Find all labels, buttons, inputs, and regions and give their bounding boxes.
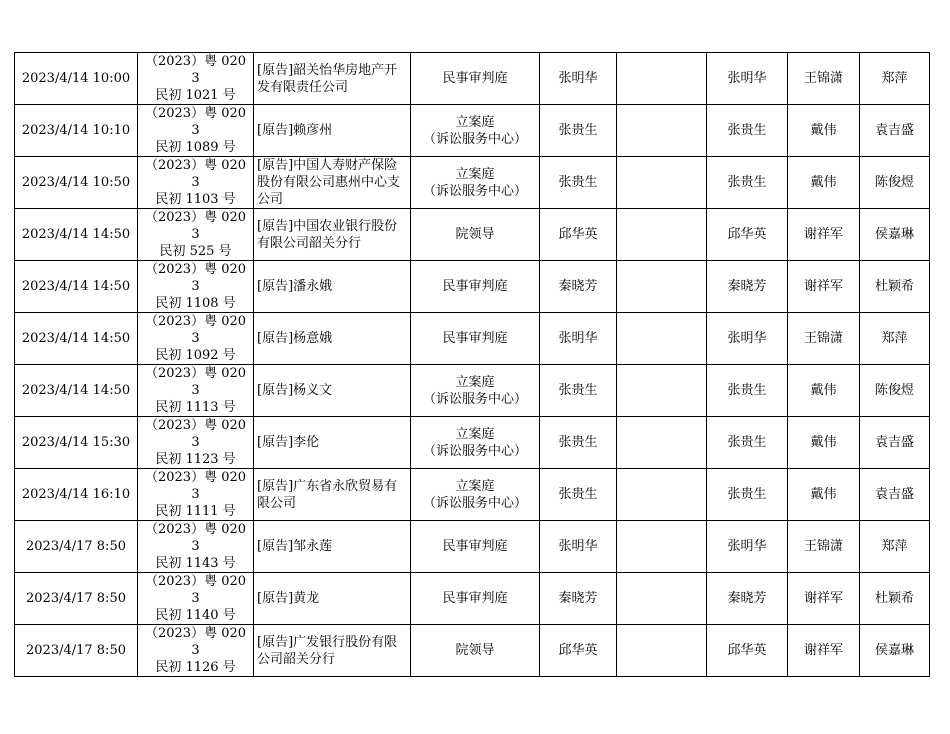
hearing-schedule-table — [14, 52, 930, 677]
case-number-cell — [138, 105, 254, 157]
table-row — [15, 573, 930, 625]
empty-cell — [617, 365, 707, 417]
table-row — [15, 417, 930, 469]
case-number-line: 民初 1126 号 — [155, 660, 236, 675]
case-number-line: 民初 1143 号 — [155, 556, 236, 571]
case-number-line: 民初 1092 号 — [155, 348, 236, 363]
table-row — [15, 53, 930, 105]
empty-cell — [617, 157, 707, 209]
judge-cell: 秦晓芳 — [540, 573, 617, 625]
case-number-line: （2023）粤 0203 — [144, 574, 247, 606]
department-cell — [411, 261, 540, 313]
empty-cell — [617, 313, 707, 365]
empty-cell — [617, 209, 707, 261]
department-line: 立案庭 — [455, 166, 495, 182]
case-number-cell — [138, 365, 254, 417]
empty-cell — [617, 261, 707, 313]
hearing-time-cell: 2023/4/17 8:50 — [15, 625, 138, 677]
panel-member-cell: 谢祥军 — [788, 625, 860, 677]
party-cell: [原告]邹永莲 — [254, 521, 411, 573]
case-number-line: （2023）粤 0203 — [144, 106, 247, 138]
panel-member-cell: 戴伟 — [788, 417, 860, 469]
case-number-line: 民初 1140 号 — [155, 608, 236, 623]
department-cell — [411, 365, 540, 417]
department-cell — [411, 573, 540, 625]
case-number-line: （2023）粤 0203 — [144, 158, 247, 190]
department-line: 民事审判庭 — [442, 71, 508, 86]
case-number-cell — [138, 573, 254, 625]
panel-member-cell: 谢祥军 — [788, 261, 860, 313]
presiding-judge-cell: 张贵生 — [707, 469, 788, 521]
case-number-line: 民初 1108 号 — [155, 296, 236, 311]
clerk-cell: 郑萍 — [860, 521, 930, 573]
panel-member-cell: 谢祥军 — [788, 209, 860, 261]
case-number-line: 民初 1113 号 — [155, 400, 236, 415]
case-number-cell — [138, 261, 254, 313]
department-cell — [411, 53, 540, 105]
case-number-cell — [138, 53, 254, 105]
case-number-cell — [138, 313, 254, 365]
hearing-time-cell: 2023/4/14 10:50 — [15, 157, 138, 209]
department-line: 立案庭 — [455, 374, 495, 390]
table-row — [15, 157, 930, 209]
case-number-line: 民初 1123 号 — [155, 452, 236, 467]
empty-cell — [617, 573, 707, 625]
party-cell: [原告]杨意娥 — [254, 313, 411, 365]
hearing-time-cell: 2023/4/17 8:50 — [15, 521, 138, 573]
department-line: 民事审判庭 — [442, 591, 508, 606]
department-line: 立案庭 — [455, 114, 495, 130]
party-cell: [原告]潘永娥 — [254, 261, 411, 313]
clerk-cell: 杜颖希 — [860, 573, 930, 625]
presiding-judge-cell: 张明华 — [707, 53, 788, 105]
case-number-cell — [138, 417, 254, 469]
hearing-time-cell: 2023/4/14 14:50 — [15, 365, 138, 417]
clerk-cell: 袁吉盛 — [860, 105, 930, 157]
hearing-time-cell: 2023/4/14 10:10 — [15, 105, 138, 157]
hearing-time-cell: 2023/4/14 14:50 — [15, 209, 138, 261]
presiding-judge-cell: 张贵生 — [707, 157, 788, 209]
department-line: 民事审判庭 — [442, 331, 508, 346]
case-number-cell — [138, 521, 254, 573]
presiding-judge-cell: 秦晓芳 — [707, 573, 788, 625]
department-cell — [411, 209, 540, 261]
judge-cell: 张明华 — [540, 53, 617, 105]
case-number-cell — [138, 625, 254, 677]
clerk-cell: 侯嘉琳 — [860, 625, 930, 677]
department-line: （诉讼服务中心） — [422, 443, 527, 459]
table-row — [15, 469, 930, 521]
judge-cell: 张明华 — [540, 313, 617, 365]
case-number-line: （2023）粤 0203 — [144, 626, 247, 658]
party-cell: [原告]广东省永欣贸易有限公司 — [254, 469, 411, 521]
panel-member-cell: 戴伟 — [788, 105, 860, 157]
hearing-time-cell: 2023/4/17 8:50 — [15, 573, 138, 625]
presiding-judge-cell: 秦晓芳 — [707, 261, 788, 313]
department-cell — [411, 313, 540, 365]
presiding-judge-cell: 张贵生 — [707, 365, 788, 417]
judge-cell: 邱华英 — [540, 625, 617, 677]
judge-cell: 秦晓芳 — [540, 261, 617, 313]
judge-cell: 张贵生 — [540, 469, 617, 521]
table-row — [15, 365, 930, 417]
clerk-cell: 郑萍 — [860, 53, 930, 105]
department-cell — [411, 417, 540, 469]
empty-cell — [617, 625, 707, 677]
party-cell: [原告]中国农业银行股份有限公司韶关分行 — [254, 209, 411, 261]
hearing-time-cell: 2023/4/14 15:30 — [15, 417, 138, 469]
case-number-cell — [138, 157, 254, 209]
empty-cell — [617, 417, 707, 469]
table-row — [15, 105, 930, 157]
department-cell — [411, 157, 540, 209]
department-line: 民事审判庭 — [442, 539, 508, 554]
clerk-cell: 陈俊煜 — [860, 365, 930, 417]
clerk-cell: 袁吉盛 — [860, 417, 930, 469]
case-number-line: （2023）粤 0203 — [144, 210, 247, 242]
department-line: （诉讼服务中心） — [422, 183, 527, 199]
party-cell: [原告]中国人寿财产保险股份有限公司惠州中心支公司 — [254, 157, 411, 209]
case-number-line: （2023）粤 0203 — [144, 262, 247, 294]
panel-member-cell: 王锦潇 — [788, 53, 860, 105]
case-number-line: 民初 1089 号 — [155, 140, 236, 155]
party-cell: [原告]李伦 — [254, 417, 411, 469]
judge-cell: 张贵生 — [540, 157, 617, 209]
department-line: （诉讼服务中心） — [422, 131, 527, 147]
judge-cell: 张贵生 — [540, 365, 617, 417]
case-number-line: 民初 1021 号 — [155, 88, 236, 103]
case-number-line: 民初 525 号 — [159, 244, 232, 259]
case-number-line: （2023）粤 0203 — [144, 314, 247, 346]
case-number-line: 民初 1103 号 — [155, 192, 236, 207]
empty-cell — [617, 53, 707, 105]
empty-cell — [617, 521, 707, 573]
case-number-line: （2023）粤 0203 — [144, 366, 247, 398]
department-cell — [411, 469, 540, 521]
case-number-line: （2023）粤 0203 — [144, 54, 247, 86]
table-row — [15, 209, 930, 261]
party-cell: [原告]韶关怡华房地产开发有限责任公司 — [254, 53, 411, 105]
hearing-time-cell: 2023/4/14 14:50 — [15, 313, 138, 365]
judge-cell: 张明华 — [540, 521, 617, 573]
case-number-line: 民初 1111 号 — [155, 504, 236, 519]
clerk-cell: 杜颖希 — [860, 261, 930, 313]
table-row — [15, 261, 930, 313]
hearing-time-cell: 2023/4/14 10:00 — [15, 53, 138, 105]
case-number-line: （2023）粤 0203 — [144, 522, 247, 554]
presiding-judge-cell: 张贵生 — [707, 105, 788, 157]
judge-cell: 张贵生 — [540, 417, 617, 469]
department-cell — [411, 105, 540, 157]
party-cell: [原告]赖彦州 — [254, 105, 411, 157]
clerk-cell: 陈俊煜 — [860, 157, 930, 209]
presiding-judge-cell: 张明华 — [707, 313, 788, 365]
clerk-cell: 侯嘉琳 — [860, 209, 930, 261]
hearing-time-cell: 2023/4/14 14:50 — [15, 261, 138, 313]
empty-cell — [617, 469, 707, 521]
panel-member-cell: 戴伟 — [788, 157, 860, 209]
presiding-judge-cell: 邱华英 — [707, 209, 788, 261]
panel-member-cell: 谢祥军 — [788, 573, 860, 625]
department-line: 院领导 — [455, 643, 495, 658]
presiding-judge-cell: 邱华英 — [707, 625, 788, 677]
presiding-judge-cell: 张明华 — [707, 521, 788, 573]
table-row — [15, 521, 930, 573]
clerk-cell: 袁吉盛 — [860, 469, 930, 521]
case-number-cell — [138, 469, 254, 521]
hearing-schedule-body — [15, 53, 930, 677]
table-row — [15, 313, 930, 365]
case-number-line: （2023）粤 0203 — [144, 418, 247, 450]
clerk-cell: 郑萍 — [860, 313, 930, 365]
department-line: （诉讼服务中心） — [422, 391, 527, 407]
judge-cell: 邱华英 — [540, 209, 617, 261]
department-line: 立案庭 — [455, 426, 495, 442]
panel-member-cell: 戴伟 — [788, 365, 860, 417]
panel-member-cell: 戴伟 — [788, 469, 860, 521]
presiding-judge-cell: 张贵生 — [707, 417, 788, 469]
table-row — [15, 625, 930, 677]
department-cell — [411, 625, 540, 677]
panel-member-cell: 王锦潇 — [788, 521, 860, 573]
department-line: 立案庭 — [455, 478, 495, 494]
department-line: 民事审判庭 — [442, 279, 508, 294]
empty-cell — [617, 105, 707, 157]
department-line: 院领导 — [455, 227, 495, 242]
case-number-line: （2023）粤 0203 — [144, 470, 247, 502]
party-cell: [原告]广发银行股份有限公司韶关分行 — [254, 625, 411, 677]
panel-member-cell: 王锦潇 — [788, 313, 860, 365]
hearing-time-cell: 2023/4/14 16:10 — [15, 469, 138, 521]
judge-cell: 张贵生 — [540, 105, 617, 157]
department-line: （诉讼服务中心） — [422, 495, 527, 511]
case-number-cell — [138, 209, 254, 261]
party-cell: [原告]黄龙 — [254, 573, 411, 625]
department-cell — [411, 521, 540, 573]
party-cell: [原告]杨义文 — [254, 365, 411, 417]
